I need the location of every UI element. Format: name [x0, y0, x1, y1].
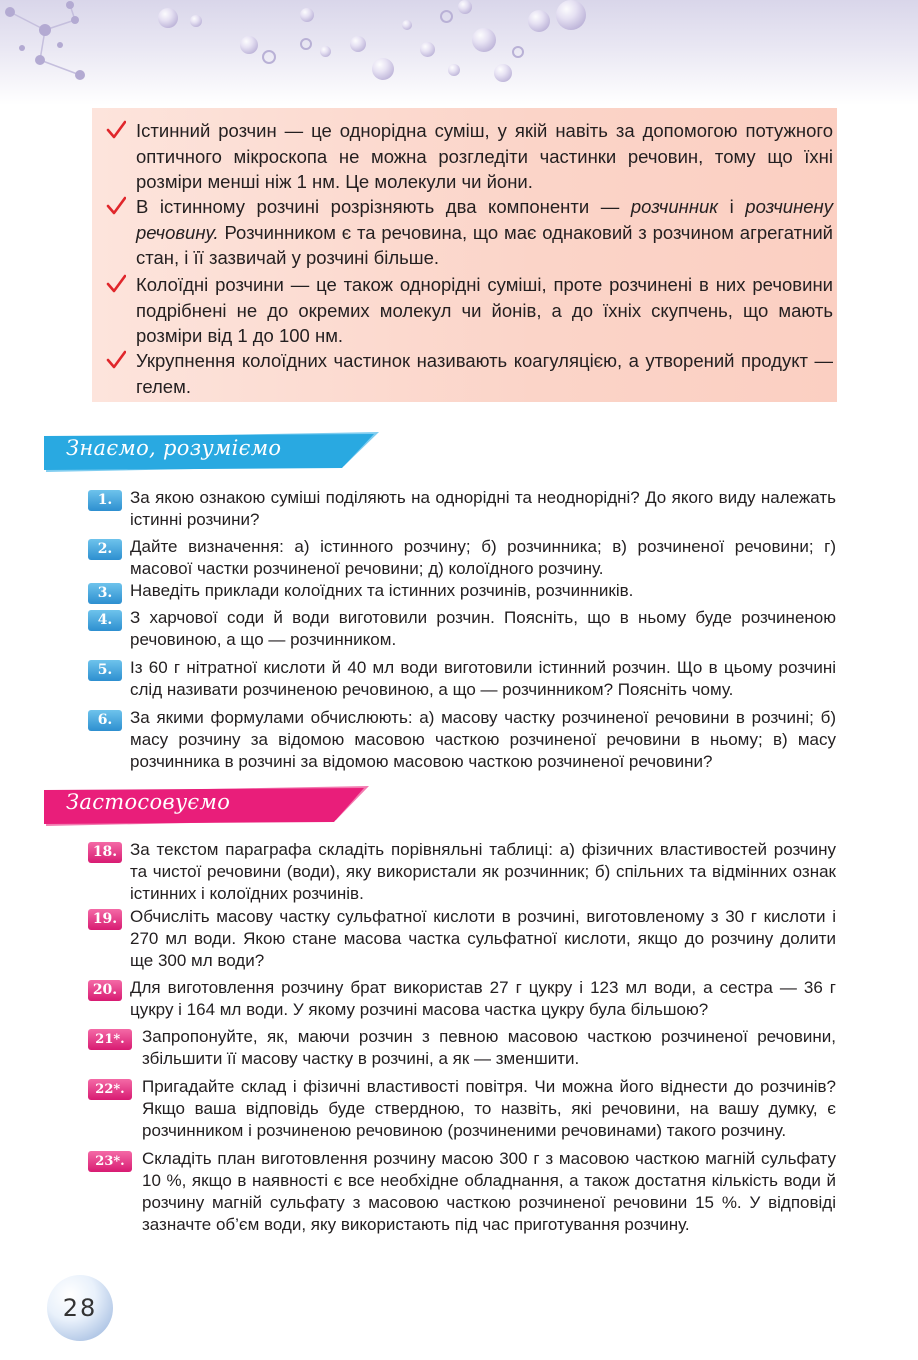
- summary-text: Колоїдні розчини — це також однорідні суміші, проте розчинені в них речовини подрібнені не до окремих молекул чи йонів, а до їхніх скупчень, що мають розміри від 1 до 100 нм.: [136, 274, 833, 346]
- question-text: За якими формулами обчислюють: а) масову частку розчиненої речовини в розчині; б) масу розчину за відомою масовою часткою розчиненої речовини в ньому; в) масу розчинника в розчині за відомою масовою часткою розчиненої речовини?: [130, 708, 836, 771]
- section-banner-know: [44, 432, 379, 472]
- molecule-decoration-icon: [0, 0, 918, 105]
- question-number: 18.: [88, 842, 122, 863]
- summary-text: Укрупнення колоїдних частинок називають коагуляцією, а утворений продукт — гелем.: [136, 350, 833, 397]
- question-text: За якою ознакою суміші поділяють на однорідні та неоднорідні? До якого виду належать істинні розчини?: [130, 488, 836, 529]
- summary-text: Істинний розчин — це однорідна суміш, у якій навіть за допомогою потужного оптичного мікроскопа не можна розгледіти частинки речовин, тому що їхні розміри менші ніж 1 нм. Це молекули чи йони.: [136, 120, 833, 192]
- header-decoration: [0, 0, 918, 105]
- section-banner-apply: [44, 786, 369, 826]
- question-text: З харчової соди й води виготовили розчин. Поясніть, що в ньому буде розчиненою речовиною, а що — розчинником.: [130, 608, 836, 649]
- summary-text-part: Розчинником є та речовина, що має однаковий з розчином агрегатний стан, і її зазвичай у розчині більше.: [136, 221, 833, 268]
- question-number: 22*.: [88, 1079, 132, 1100]
- question-text: Обчисліть масову частку сульфатної кислоти в розчині, виготовленому з 30 г кислоти і 270 мл води. Якою стане масова частка сульфатної кислоти, якщо до розчину долити ще 300 мл води?: [130, 907, 836, 970]
- question-text: Запропонуйте, як, маючи розчин з певною масовою часткою розчиненої речовини, збільшити її масову частку в розчині, а як — зменшити.: [142, 1027, 836, 1068]
- question-text: Із 60 г нітратної кислоти й 40 мл води виготовили істинний розчин. Що в цьому розчині слід називати розчиненою речовиною, а що — розчинником? Поясніть чому.: [130, 658, 836, 699]
- question-number: 3.: [88, 583, 122, 604]
- summary-text: [136, 194, 833, 271]
- question-number: 1.: [88, 490, 122, 511]
- question-number: 6.: [88, 710, 122, 731]
- checkmark-icon: [106, 120, 126, 140]
- question-number: 4.: [88, 610, 122, 631]
- question-number: 21*.: [88, 1029, 132, 1050]
- question-text: Пригадайте склад і фізичні властивості повітря. Чи можна його віднести до розчинів? Якщо ваша відповідь буде ствердною, то назвіть, які речовини, на вашу думку, є розчинником і розчиненою речовиною (розчиненими речовинами) такого розчину.: [142, 1077, 836, 1140]
- question-number: 2.: [88, 539, 122, 560]
- question-number: 20.: [88, 980, 122, 1001]
- question-text: Наведіть приклади колоїдних та істинних розчинів, розчинників.: [130, 581, 634, 600]
- section-title: Знаємо, розуміємо: [66, 436, 282, 460]
- term-solvent: розчинник: [630, 196, 719, 217]
- checkmark-icon: [106, 196, 126, 216]
- question-number: 19.: [88, 909, 122, 930]
- question-text: Дайте визначення: а) істинного розчину; б) розчинника; в) розчиненої речовини; г) масової частки розчиненої речовини; д) колоїдного розчину.: [130, 537, 836, 578]
- question-number: 23*.: [88, 1151, 132, 1172]
- summary-box: [92, 108, 837, 402]
- summary-text-part: В істинному розчині розрізняють два компоненти —: [136, 196, 631, 217]
- page-number: 28: [47, 1275, 113, 1341]
- question-number: 5.: [88, 660, 122, 681]
- term-solute: розчинену речовину.: [136, 196, 833, 243]
- question-text: Для виготовлення розчину брат використав 27 г цукру і 123 мл води, а сестра — 36 г цукру і 164 мл води. У якому розчині масова частка цукру була більшою?: [130, 978, 836, 1019]
- question-text: За текстом параграфа складіть порівняльні таблиці: а) фізичних властивостей розчину та чистої речовини (води), яку використали як розчинник; б) спільних та відмінних ознак істинних і колоїдних розчинів.: [130, 840, 836, 903]
- checkmark-icon: [106, 350, 126, 370]
- summary-text-part: і: [718, 196, 746, 217]
- section-title: Застосовуємо: [66, 790, 231, 814]
- question-text: Складіть план виготовлення розчину масою 300 г з масовою часткою магній сульфату 10 %, якщо в наявності є все необхідне обладнання, а також достатня кількість води й розчину магній сульфату з масовою часткою розчиненої речовини 15 %. У відповіді зазначте об’єм води, яку використають під час приготування розчину.: [142, 1149, 836, 1234]
- checkmark-icon: [106, 274, 126, 294]
